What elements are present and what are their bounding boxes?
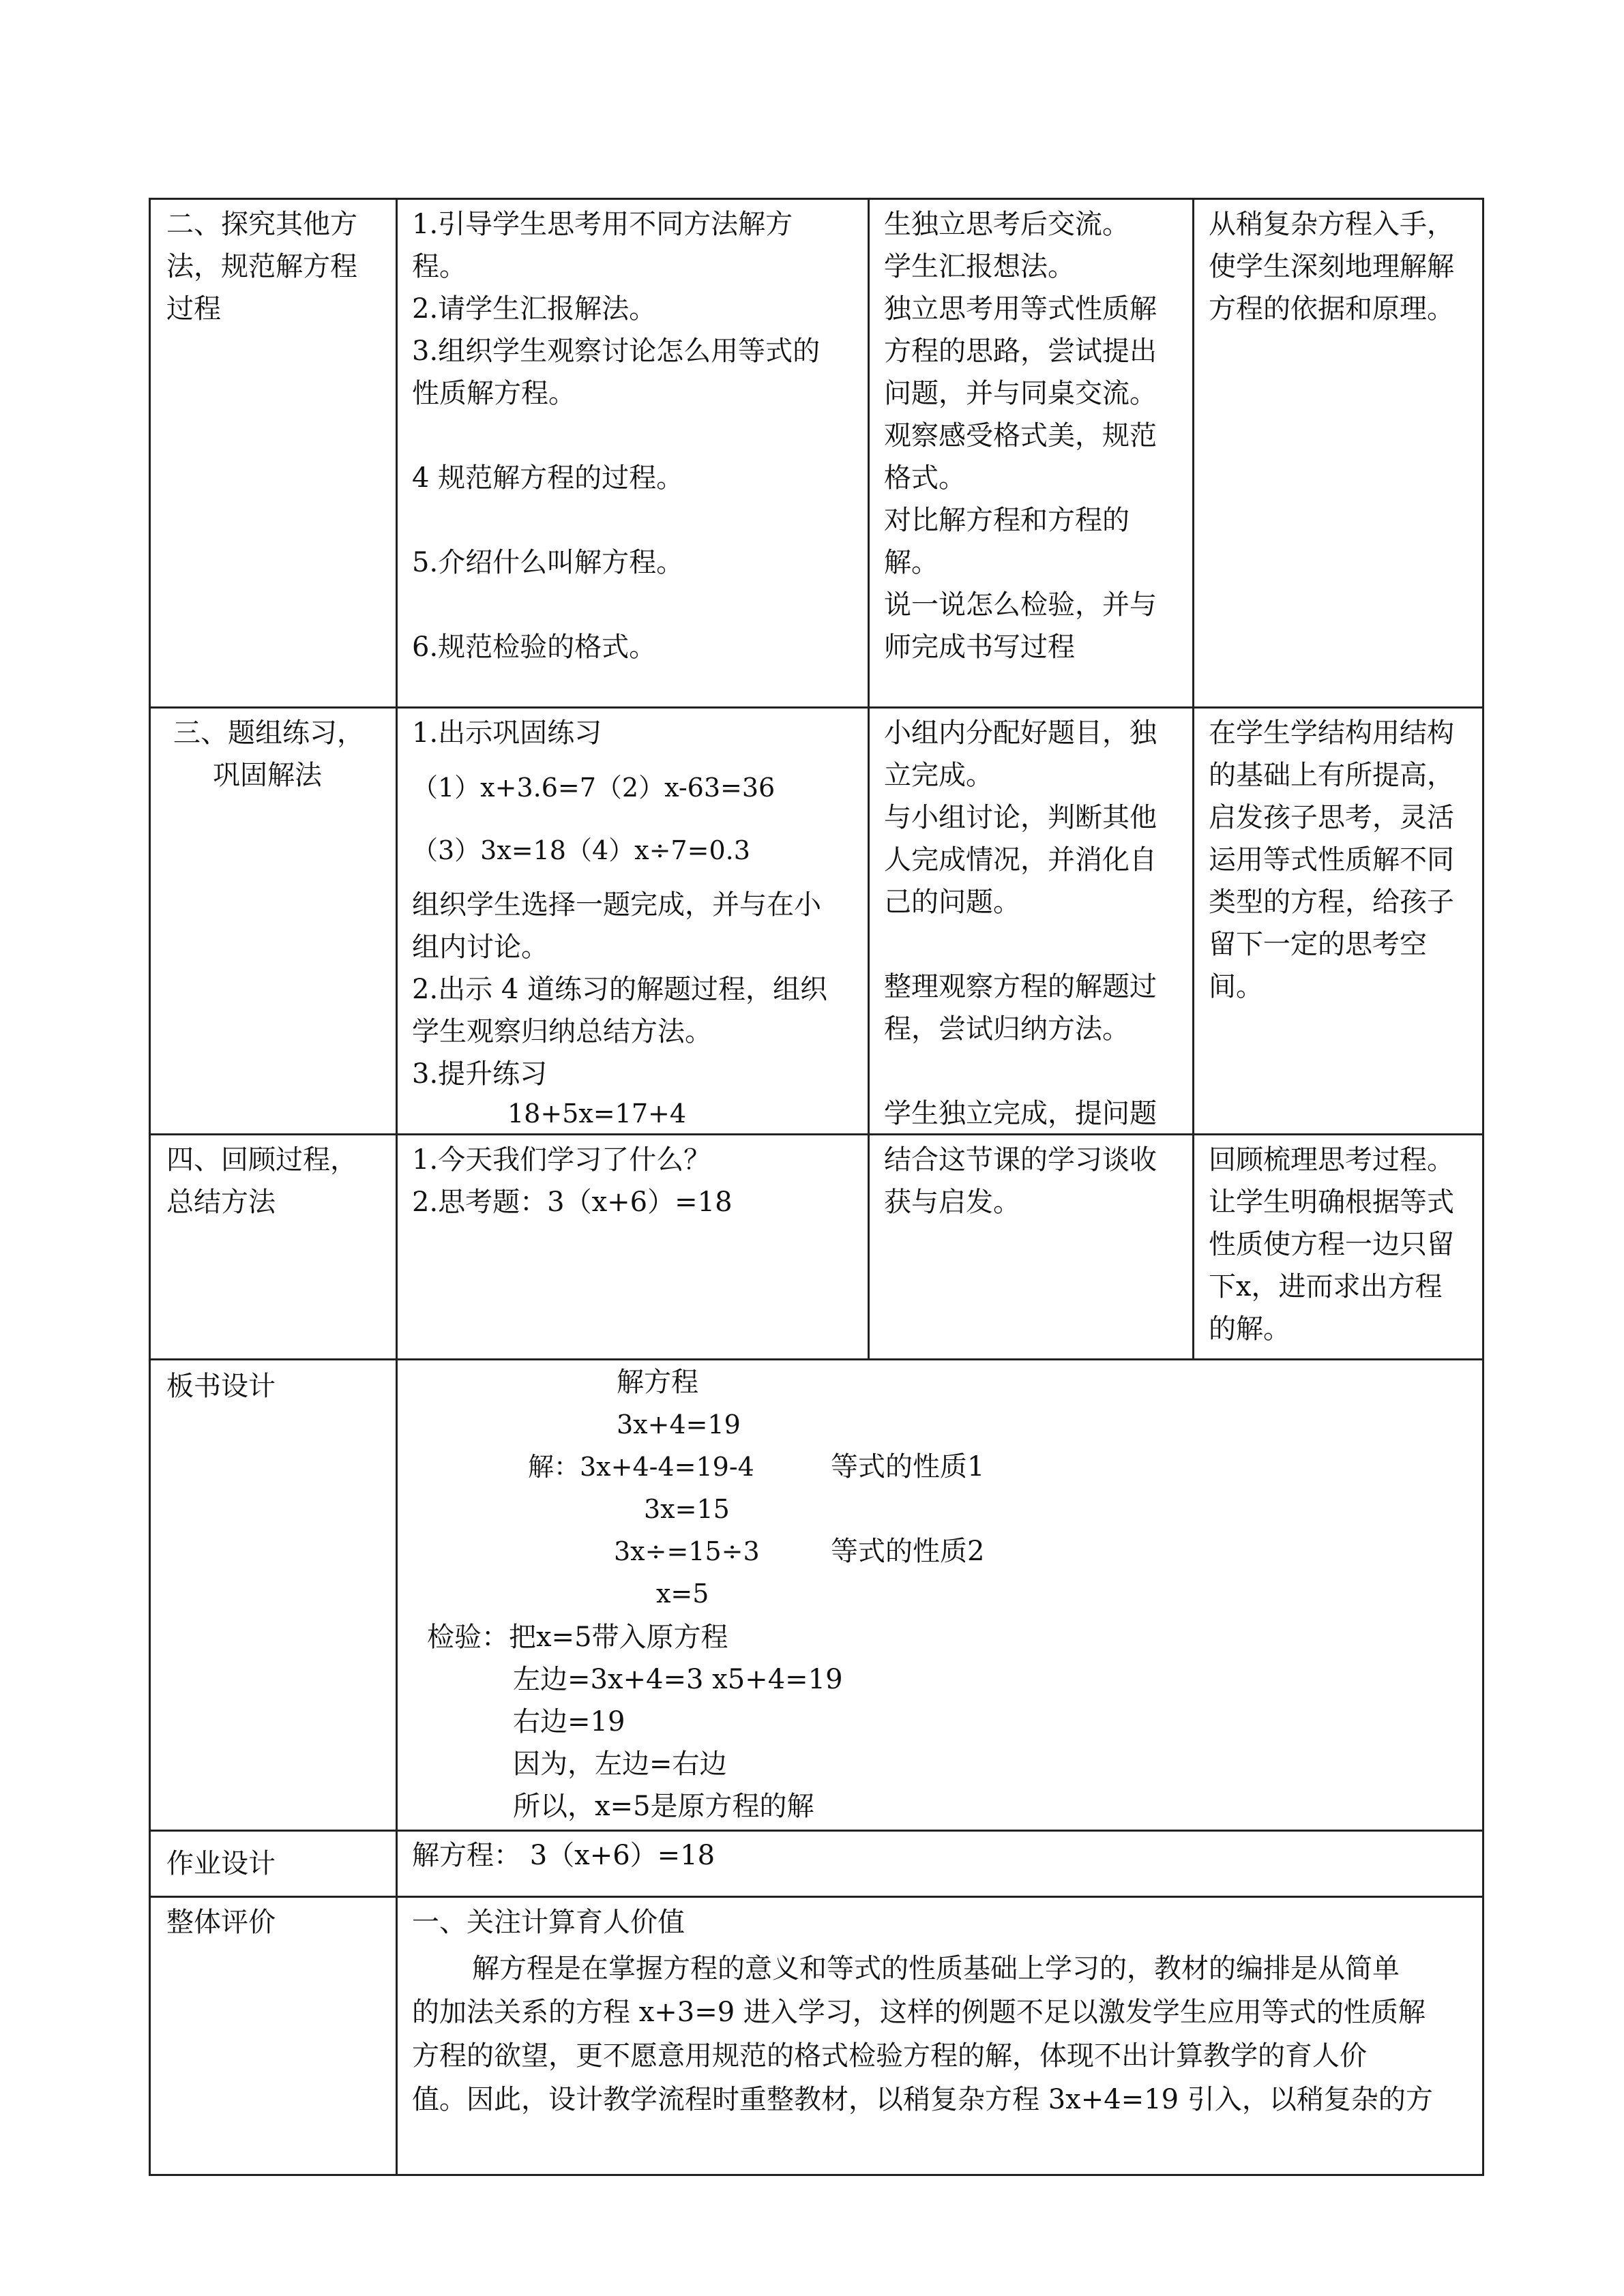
row3-intent-line: 的基础上有所提高， <box>1209 760 1454 791</box>
row3-stage-line: 巩固解法 <box>213 760 322 791</box>
row-divider-1 <box>149 706 1484 709</box>
row2-stage-cell <box>166 203 357 330</box>
evaluation-paragraph-line: 的加法关系的方程 x+3=9 进入学习，这样的例题不足以激发学生应用等式的性质解 <box>412 1997 1426 2028</box>
row2-stage-line: 法，规范解方程 <box>166 251 357 282</box>
row2-stage-line: 二、探究其他方 <box>166 209 357 240</box>
row4-intent-line: 的解。 <box>1209 1313 1290 1345</box>
row3-student-line: 学生独立完成，提问题 <box>884 1098 1157 1129</box>
row2-student-line: 师完成书写过程 <box>884 631 1075 663</box>
row2-student-line: 对比解方程和方程的 <box>884 505 1130 536</box>
row3-equation: 18+5x=17+4 <box>507 1099 687 1129</box>
evaluation-paragraph-line: 解方程是在掌握方程的意义和等式的性质基础上学习的，教材的编排是从简单 <box>472 1953 1400 1984</box>
row2-teacher-line: 2.请学生汇报解法。 <box>412 293 657 325</box>
row3-student-line <box>884 923 1157 966</box>
board-check-2: 左边=3x+4=3 x5+4=19 <box>513 1664 843 1695</box>
board-step-2: 3x=15 <box>644 1494 730 1524</box>
row2-teacher-line: 性质解方程。 <box>412 378 576 409</box>
row4-student-line: 结合这节课的学习谈收 <box>884 1144 1157 1176</box>
row2-student-line: 观察感受格式美，规范 <box>884 420 1157 451</box>
row2-intent-line: 从稍复杂方程入手， <box>1209 209 1454 240</box>
table-border-left <box>149 198 151 2176</box>
row2-student-line: 说一说怎么检验，并与 <box>884 589 1157 621</box>
row2-teacher-line <box>412 584 820 626</box>
row2-teacher-cell <box>412 203 820 668</box>
homework-content: 解方程： 3（x+6）=18 <box>412 1840 715 1871</box>
row3-exercise-line: （1）x+3.6=7（2）x-63=36 <box>412 773 776 803</box>
board-note-1: 等式的性质1 <box>831 1451 985 1482</box>
row-divider-4 <box>149 1830 1484 1832</box>
row3-intent-line: 运用等式性质解不同 <box>1209 844 1454 876</box>
row2-intent-line: 使学生深刻地理解解 <box>1209 251 1454 282</box>
board-design-label: 板书设计 <box>166 1371 276 1402</box>
board-step-1: 解：3x+4-4=19-4 <box>528 1452 754 1482</box>
board-check-3: 右边=19 <box>513 1706 625 1738</box>
row2-intent-cell <box>1209 203 1454 330</box>
row-divider-3 <box>149 1358 1484 1360</box>
table-border-bottom <box>149 2174 1484 2176</box>
homework-label: 作业设计 <box>166 1848 276 1879</box>
evaluation-heading: 一、关注计算育人价值 <box>412 1907 685 1938</box>
row4-intent-line: 下x，进而求出方程 <box>1209 1271 1443 1302</box>
row3-intent-line: 留下一定的思考空 <box>1209 929 1427 960</box>
row4-student-cell <box>884 1139 1157 1223</box>
row4-stage-line: 四、回顾过程， <box>166 1144 357 1176</box>
row4-teacher-line: 2.思考题：3（x+6）=18 <box>412 1187 733 1218</box>
row4-intent-line: 性质使方程一边只留 <box>1209 1229 1454 1260</box>
row2-student-line: 生独立思考后交流。 <box>884 209 1130 240</box>
row4-student-line: 获与启发。 <box>884 1187 1020 1218</box>
evaluation-label: 整体评价 <box>166 1907 276 1938</box>
row2-student-line: 方程的思路，尝试提出 <box>884 336 1157 367</box>
row4-stage-cell <box>166 1139 357 1223</box>
row2-teacher-line <box>412 415 820 457</box>
board-equation: 3x+4=19 <box>617 1410 741 1440</box>
row3-teacher-line: 2.出示 4 道练习的解题过程，组织 <box>412 974 828 1005</box>
row3-stage-line: 三、题组练习， <box>173 717 364 749</box>
row-divider-2 <box>149 1133 1484 1135</box>
row3-exercise-line: （3）3x=18（4）x÷7=0.3 <box>412 835 750 865</box>
column-divider-3 <box>1192 198 1194 1360</box>
row3-intent-cell <box>1209 712 1454 1008</box>
row2-teacher-line: 3.组织学生观察讨论怎么用等式的 <box>412 336 821 367</box>
row3-student-line: 与小组讨论，判断其他 <box>884 802 1157 833</box>
row2-student-line: 独立思考用等式性质解 <box>884 293 1157 325</box>
column-divider-2 <box>868 198 870 1360</box>
row4-stage-line: 总结方法 <box>166 1187 276 1218</box>
row3-student-line: 人完成情况，并消化自 <box>884 844 1157 876</box>
row-divider-5 <box>149 1896 1484 1898</box>
row3-student-line: 整理观察方程的解题过 <box>884 971 1157 1002</box>
column-divider-1 <box>396 198 398 2176</box>
row3-student-line: 己的问题。 <box>884 886 1020 918</box>
evaluation-paragraph-line: 方程的欲望，更不愿意用规范的格式检验方程的解，体现不出计算教学的育人价 <box>412 2040 1367 2072</box>
row2-stage-line: 过程 <box>166 293 221 325</box>
board-step-4: x=5 <box>656 1579 709 1609</box>
board-title: 解方程 <box>617 1367 698 1398</box>
row3-teacher-line: 3.提升练习 <box>412 1058 548 1090</box>
row2-student-line: 格式。 <box>884 462 966 494</box>
row3-student-cell <box>884 712 1157 1135</box>
row2-student-cell <box>884 203 1157 668</box>
row2-student-line: 解。 <box>884 547 939 578</box>
row3-student-line <box>884 1050 1157 1092</box>
row2-teacher-line: 6.规范检验的格式。 <box>412 631 657 663</box>
row3-intent-line: 间。 <box>1209 971 1263 1002</box>
row2-teacher-line <box>412 499 820 541</box>
row3-student-line: 立完成。 <box>884 760 993 791</box>
row2-teacher-line: 5.介绍什么叫解方程。 <box>412 547 684 578</box>
row4-intent-line: 回顾梳理思考过程。 <box>1209 1144 1454 1176</box>
board-check-4: 因为，左边=右边 <box>513 1748 727 1780</box>
row3-intent-line: 类型的方程，给孩子 <box>1209 886 1454 918</box>
row2-teacher-line: 4 规范解方程的过程。 <box>412 462 684 494</box>
row3-intent-line: 启发孩子思考，灵活 <box>1209 802 1454 833</box>
row4-teacher-line: 1.今天我们学习了什么？ <box>412 1144 711 1176</box>
row2-intent-line: 方程的依据和原理。 <box>1209 293 1454 325</box>
evaluation-paragraph-line: 值。因此，设计教学流程时重整教材，以稍复杂方程 3x+4=19 引入，以稍复杂的方 <box>412 2084 1433 2115</box>
board-step-3: 3x÷=15÷3 <box>614 1536 760 1566</box>
row3-student-line: 小组内分配好题目，独 <box>884 717 1157 749</box>
row2-student-line: 学生汇报想法。 <box>884 251 1075 282</box>
row3-teacher-line: 组织学生选择一题完成，并与在小 <box>412 889 821 921</box>
row3-stage-cell <box>173 712 364 796</box>
row3-teacher-line: 组内讨论。 <box>412 931 548 963</box>
table-border-top <box>149 198 1484 200</box>
row4-teacher-cell <box>412 1139 733 1223</box>
row4-intent-line: 让学生明确根据等式 <box>1209 1187 1454 1218</box>
row2-student-line: 问题，并与同桌交流。 <box>884 378 1157 409</box>
board-check-5: 所以，x=5是原方程的解 <box>513 1791 814 1822</box>
row2-teacher-line: 1.引导学生思考用不同方法解方 <box>412 209 793 240</box>
row3-student-line: 程，尝试归纳方法。 <box>884 1013 1130 1045</box>
table-border-right <box>1482 198 1484 2176</box>
board-check-1: 检验：把x=5带入原方程 <box>427 1622 728 1653</box>
row3-teacher-line: 1.出示巩固练习 <box>412 717 602 749</box>
board-note-2: 等式的性质2 <box>831 1536 985 1567</box>
row3-intent-line: 在学生学结构用结构 <box>1209 717 1454 749</box>
row3-teacher-line: 学生观察归纳总结方法。 <box>412 1016 712 1047</box>
row4-intent-cell <box>1209 1139 1454 1350</box>
row2-teacher-line: 程。 <box>412 251 467 282</box>
